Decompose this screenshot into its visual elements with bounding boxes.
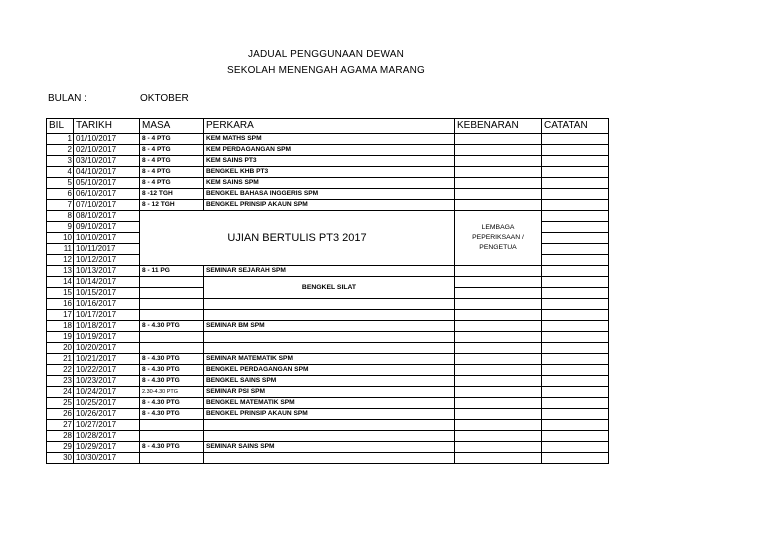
cell-catatan xyxy=(542,453,609,464)
cell-tarikh: 02/10/2017 xyxy=(74,145,140,156)
cell-masa: 2.30-4.30 PTG xyxy=(140,387,204,398)
cell-tarikh: 10/29/2017 xyxy=(74,442,140,453)
cell-tarikh: 10/15/2017 xyxy=(74,288,140,299)
table-row xyxy=(47,332,609,343)
cell-masa: 8 - 12 TGH xyxy=(140,200,204,211)
cell-perkara xyxy=(204,453,455,464)
cell-bil: 18 xyxy=(47,321,74,332)
cell-kebenaran xyxy=(455,354,542,365)
cell-catatan xyxy=(542,200,609,211)
table-row xyxy=(47,442,609,453)
cell-catatan xyxy=(542,299,609,310)
document-title: JADUAL PENGGUNAAN DEWAN xyxy=(247,49,405,60)
cell-catatan xyxy=(542,442,609,453)
cell-kebenaran xyxy=(455,145,542,156)
cell-tarikh: 01/10/2017 xyxy=(74,134,140,145)
table-row xyxy=(47,189,609,200)
cell-masa xyxy=(140,310,204,321)
cell-kebenaran xyxy=(455,376,542,387)
cell-perkara xyxy=(204,332,455,343)
schedule-table xyxy=(46,118,609,464)
cell-kebenaran xyxy=(455,321,542,332)
cell-tarikh: 10/21/2017 xyxy=(74,354,140,365)
month-label: BULAN : xyxy=(48,93,87,104)
cell-masa xyxy=(140,288,204,299)
cell-masa: 8 - 11 PG xyxy=(140,266,204,277)
table-row xyxy=(47,200,609,211)
cell-tarikh: 10/17/2017 xyxy=(74,310,140,321)
cell-bil: 14 xyxy=(47,277,74,288)
cell-perkara: KEM SAINS SPM xyxy=(204,178,455,189)
cell-tarikh: 10/18/2017 xyxy=(74,321,140,332)
col-header-perkara: PERKARA xyxy=(204,119,455,134)
cell-masa xyxy=(140,332,204,343)
cell-kebenaran xyxy=(455,310,542,321)
cell-perkara: BENGKEL KHB PT3 xyxy=(204,167,455,178)
table-row xyxy=(47,453,609,464)
cell-perkara xyxy=(204,431,455,442)
cell-tarikh: 07/10/2017 xyxy=(74,200,140,211)
school-name: SEKOLAH MENENGAH AGAMA MARANG xyxy=(226,65,426,76)
cell-kebenaran xyxy=(455,266,542,277)
cell-catatan xyxy=(542,332,609,343)
cell-kebenaran xyxy=(455,442,542,453)
col-header-bil: BIL xyxy=(47,119,74,134)
cell-perkara xyxy=(204,299,455,310)
cell-catatan xyxy=(542,321,609,332)
cell-bil: 30 xyxy=(47,453,74,464)
table-row xyxy=(47,299,609,310)
cell-kebenaran xyxy=(455,420,542,431)
cell-tarikh: 10/13/2017 xyxy=(74,266,140,277)
silat-block: BENGKEL SILAT xyxy=(204,277,455,299)
cell-tarikh: 05/10/2017 xyxy=(74,178,140,189)
col-header-kebenaran: KEBENARAN xyxy=(455,119,542,134)
cell-bil: 1 xyxy=(47,134,74,145)
cell-perkara: BENGKEL PRINSIP AKAUN SPM xyxy=(204,409,455,420)
table-row xyxy=(47,167,609,178)
cell-kebenaran xyxy=(455,299,542,310)
cell-bil: 21 xyxy=(47,354,74,365)
table-row xyxy=(47,156,609,167)
cell-perkara: BENGKEL PRINSIP AKAUN SPM xyxy=(204,200,455,211)
cell-masa: 8 - 4 PTG xyxy=(140,167,204,178)
cell-tarikh: 10/23/2017 xyxy=(74,376,140,387)
cell-tarikh: 10/26/2017 xyxy=(74,409,140,420)
cell-bil: 25 xyxy=(47,398,74,409)
cell-tarikh: 08/10/2017 xyxy=(74,211,140,222)
cell-masa: 8 -12 TGH xyxy=(140,189,204,200)
cell-masa xyxy=(140,343,204,354)
cell-perkara: SEMINAR MATEMATIK SPM xyxy=(204,354,455,365)
table-row xyxy=(47,134,609,145)
month-value: OKTOBER xyxy=(140,93,189,104)
cell-masa xyxy=(140,277,204,288)
cell-bil: 8 xyxy=(47,211,74,222)
cell-tarikh: 10/24/2017 xyxy=(74,387,140,398)
cell-kebenaran xyxy=(455,431,542,442)
cell-catatan xyxy=(542,244,609,255)
cell-masa: 8 - 4 PTG xyxy=(140,156,204,167)
cell-perkara: SEMINAR SAINS SPM xyxy=(204,442,455,453)
cell-masa xyxy=(140,431,204,442)
cell-kebenaran xyxy=(455,167,542,178)
cell-bil: 10 xyxy=(47,233,74,244)
cell-catatan xyxy=(542,266,609,277)
table-row xyxy=(47,365,609,376)
cell-catatan xyxy=(542,277,609,288)
cell-bil: 15 xyxy=(47,288,74,299)
cell-perkara: SEMINAR BM SPM xyxy=(204,321,455,332)
cell-kebenaran xyxy=(455,277,542,288)
cell-tarikh: 10/11/2017 xyxy=(74,244,140,255)
cell-catatan xyxy=(542,420,609,431)
cell-catatan xyxy=(542,398,609,409)
cell-catatan xyxy=(542,233,609,244)
cell-kebenaran xyxy=(455,332,542,343)
cell-kebenaran xyxy=(455,387,542,398)
cell-bil: 4 xyxy=(47,167,74,178)
table-row xyxy=(47,145,609,156)
cell-bil: 20 xyxy=(47,343,74,354)
cell-catatan xyxy=(542,189,609,200)
cell-masa: 8 - 4.30 PTG xyxy=(140,365,204,376)
col-header-tarikh: TARIKH xyxy=(74,119,140,134)
table-row xyxy=(47,420,609,431)
cell-bil: 17 xyxy=(47,310,74,321)
cell-catatan xyxy=(542,134,609,145)
cell-kebenaran xyxy=(455,134,542,145)
cell-kebenaran xyxy=(455,365,542,376)
table-row xyxy=(47,376,609,387)
cell-masa: 8 - 4.30 PTG xyxy=(140,321,204,332)
cell-bil: 23 xyxy=(47,376,74,387)
cell-bil: 29 xyxy=(47,442,74,453)
cell-bil: 2 xyxy=(47,145,74,156)
cell-perkara: BENGKEL PERDAGANGAN SPM xyxy=(204,365,455,376)
cell-catatan xyxy=(542,343,609,354)
table-row xyxy=(47,321,609,332)
cell-bil: 16 xyxy=(47,299,74,310)
table-row xyxy=(47,431,609,442)
cell-perkara: BENGKEL SAINS SPM xyxy=(204,376,455,387)
col-header-masa: MASA xyxy=(140,119,204,134)
cell-tarikh: 10/12/2017 xyxy=(74,255,140,266)
cell-perkara: KEM MATHS SPM xyxy=(204,134,455,145)
cell-tarikh: 09/10/2017 xyxy=(74,222,140,233)
cell-perkara xyxy=(204,310,455,321)
cell-bil: 24 xyxy=(47,387,74,398)
cell-masa: 8 - 4.30 PTG xyxy=(140,354,204,365)
cell-masa xyxy=(140,453,204,464)
cell-catatan xyxy=(542,167,609,178)
cell-tarikh: 10/25/2017 xyxy=(74,398,140,409)
cell-bil: 19 xyxy=(47,332,74,343)
table-row xyxy=(47,343,609,354)
cell-tarikh: 10/10/2017 xyxy=(74,233,140,244)
cell-kebenaran xyxy=(455,189,542,200)
cell-bil: 3 xyxy=(47,156,74,167)
cell-bil: 27 xyxy=(47,420,74,431)
cell-tarikh: 10/14/2017 xyxy=(74,277,140,288)
cell-catatan xyxy=(542,156,609,167)
cell-bil: 26 xyxy=(47,409,74,420)
cell-tarikh: 04/10/2017 xyxy=(74,167,140,178)
cell-tarikh: 03/10/2017 xyxy=(74,156,140,167)
header-row xyxy=(47,119,609,134)
exam-block: UJIAN BERTULIS PT3 2017 xyxy=(140,211,455,266)
table-row xyxy=(47,178,609,189)
cell-catatan xyxy=(542,288,609,299)
cell-masa: 8 - 4.30 PTG xyxy=(140,398,204,409)
cell-kebenaran xyxy=(455,343,542,354)
cell-kebenaran xyxy=(455,409,542,420)
kebenaran-block: LEMBAGA PEPERIKSAAN / PENGETUA xyxy=(455,211,542,266)
cell-masa: 8 - 4 PTG xyxy=(140,145,204,156)
cell-perkara: KEM PERDAGANGAN SPM xyxy=(204,145,455,156)
cell-kebenaran xyxy=(455,453,542,464)
cell-masa: 8 - 4 PTG xyxy=(140,178,204,189)
cell-catatan xyxy=(542,211,609,222)
cell-perkara: BENGKEL BAHASA INGGERIS SPM xyxy=(204,189,455,200)
cell-kebenaran xyxy=(455,200,542,211)
table-row xyxy=(47,310,609,321)
cell-tarikh: 10/30/2017 xyxy=(74,453,140,464)
cell-tarikh: 10/28/2017 xyxy=(74,431,140,442)
cell-catatan xyxy=(542,376,609,387)
cell-bil: 12 xyxy=(47,255,74,266)
cell-bil: 6 xyxy=(47,189,74,200)
cell-tarikh: 06/10/2017 xyxy=(74,189,140,200)
table-row xyxy=(47,387,609,398)
table-row xyxy=(47,409,609,420)
cell-catatan xyxy=(542,354,609,365)
cell-bil: 28 xyxy=(47,431,74,442)
cell-masa xyxy=(140,420,204,431)
col-header-catatan: CATATAN xyxy=(542,119,609,134)
cell-bil: 5 xyxy=(47,178,74,189)
cell-catatan xyxy=(542,365,609,376)
cell-catatan xyxy=(542,431,609,442)
cell-tarikh: 10/16/2017 xyxy=(74,299,140,310)
cell-catatan xyxy=(542,178,609,189)
cell-tarikh: 10/19/2017 xyxy=(74,332,140,343)
cell-masa: 8 - 4 PTG xyxy=(140,134,204,145)
cell-kebenaran xyxy=(455,178,542,189)
cell-catatan xyxy=(542,145,609,156)
cell-catatan xyxy=(542,409,609,420)
cell-bil: 22 xyxy=(47,365,74,376)
cell-kebenaran xyxy=(455,156,542,167)
table-row xyxy=(47,266,609,277)
cell-tarikh: 10/22/2017 xyxy=(74,365,140,376)
cell-kebenaran xyxy=(455,288,542,299)
cell-perkara xyxy=(204,343,455,354)
cell-tarikh: 10/20/2017 xyxy=(74,343,140,354)
cell-catatan xyxy=(542,310,609,321)
cell-masa: 8 - 4.30 PTG xyxy=(140,442,204,453)
cell-perkara: KEM SAINS PT3 xyxy=(204,156,455,167)
cell-catatan xyxy=(542,255,609,266)
cell-catatan xyxy=(542,222,609,233)
cell-perkara: BENGKEL MATEMATIK SPM xyxy=(204,398,455,409)
cell-bil: 9 xyxy=(47,222,74,233)
cell-catatan xyxy=(542,387,609,398)
cell-masa: 8 - 4.30 PTG xyxy=(140,409,204,420)
cell-masa: 8 - 4.30 PTG xyxy=(140,376,204,387)
cell-perkara xyxy=(204,420,455,431)
table-row xyxy=(47,398,609,409)
table-row xyxy=(47,354,609,365)
cell-masa xyxy=(140,299,204,310)
cell-perkara: SEMINAR SEJARAH SPM xyxy=(204,266,455,277)
cell-perkara: SEMINAR PSI SPM xyxy=(204,387,455,398)
cell-kebenaran xyxy=(455,398,542,409)
cell-tarikh: 10/27/2017 xyxy=(74,420,140,431)
cell-bil: 7 xyxy=(47,200,74,211)
table-row xyxy=(47,211,609,222)
cell-bil: 13 xyxy=(47,266,74,277)
table-row xyxy=(47,277,609,288)
cell-bil: 11 xyxy=(47,244,74,255)
